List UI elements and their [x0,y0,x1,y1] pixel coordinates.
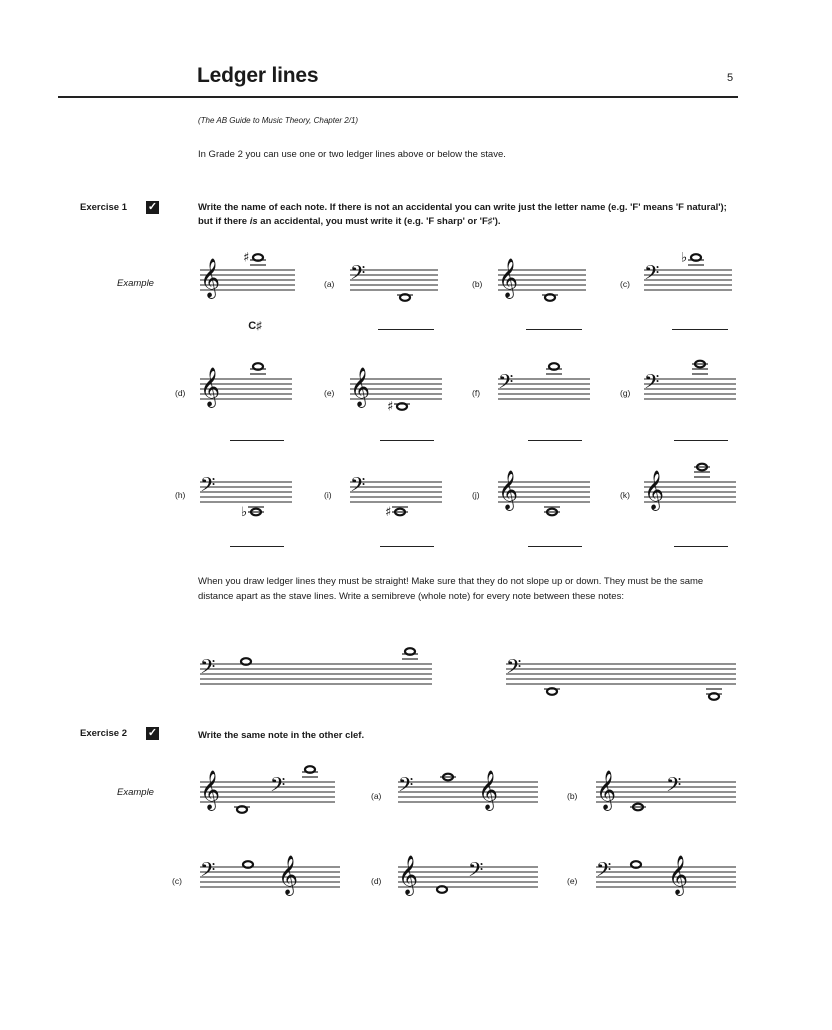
item-label: (b) [567,791,578,801]
page-number: 5 [727,72,734,84]
treble-clef-icon: 𝄞 [644,470,665,510]
exercise-1-stave [195,444,297,534]
semibreve-note [549,363,559,370]
semibreve-note [691,254,701,261]
exercise-2-stave [393,829,543,919]
treble-clef-icon: 𝄞 [200,258,221,298]
treble-clef-icon: 𝄞 [200,367,221,407]
exercise-2-stave [393,744,543,834]
answer-line[interactable] [230,546,284,547]
item-label: (f) [472,388,481,398]
flat-icon: ♭ [241,505,248,520]
treble-clef-icon: 𝄞 [478,770,499,810]
bass-clef-icon: 𝄢 [498,370,514,398]
treble-clef-icon: 𝄞 [596,770,617,810]
bass-clef-icon: 𝄢 [506,655,522,683]
example-stave [195,232,300,322]
bass-clef-icon: 𝄢 [666,773,682,801]
answer-line[interactable] [528,546,582,547]
exercise-1-stave [345,232,443,322]
checkbox-icon[interactable]: ✓ [147,201,158,213]
item-label: (e) [324,388,335,398]
item-label: (g) [620,388,631,398]
exercise-2-stave [591,829,741,919]
exercise-1-stave [639,444,741,534]
semibreve-stave-2 [501,626,741,716]
bass-clef-icon: 𝄢 [644,261,660,289]
page-title: Ledger lines [197,64,319,87]
exercise-1-stave [639,341,741,431]
semibreve-note [253,254,263,261]
exercise-1-stave [345,444,447,534]
ledger-lines-paragraph: When you draw ledger lines they must be straight! Make sure that they do not slope up or down. They must be the same distance apart as the stave lines. Write a semibreve (whole note) for every note between these notes: [198,576,704,602]
flat-icon: ♭ [681,250,688,266]
answer-line[interactable] [674,546,728,547]
semibreve-note [405,648,415,655]
exercise-1-label: Exercise 1 [80,202,128,213]
exercise-1-stave [195,341,297,431]
answer-line[interactable] [378,329,434,330]
exercise-1-stave [639,232,737,322]
item-label: (a) [371,791,382,801]
semibreve-note [237,806,247,813]
semibreve-note [400,294,410,301]
bass-clef-icon: 𝄢 [596,858,612,886]
semibreve-stave-1 [195,626,437,716]
item-label: (d) [175,388,186,398]
exercise-1-instruction: Write the name of each note. If there is not an accidental you can write just the letter name (e.g. 'F' means 'F natural'); but if there is an accidental, you must write it (e.g. 'F sharp' or 'F♯'). [198,202,727,227]
treble-clef-icon: 𝄞 [498,470,519,510]
bass-clef-icon: 𝄢 [644,370,660,398]
semibreve-note [241,658,251,665]
answer-line[interactable] [528,440,582,441]
checkbox-icon[interactable]: ✓ [147,727,158,739]
item-label: (h) [175,490,186,500]
bass-clef-icon: 𝄢 [200,655,216,683]
answer-line[interactable] [380,546,434,547]
example-answer: C♯ [248,320,262,332]
semibreve-note [547,688,557,695]
example-label: Example [117,278,154,289]
treble-clef-icon: 𝄞 [498,258,519,298]
exercise-1-stave [493,341,595,431]
exercise-2-stave [591,744,741,834]
semibreve-note [397,403,407,410]
exercise-1-stave [345,341,447,431]
bass-clef-icon: 𝄢 [398,773,414,801]
exercise-1-stave [493,232,591,322]
item-label: (c) [620,279,630,289]
exercise-2-stave [195,829,345,919]
treble-clef-icon: 𝄞 [668,855,689,895]
bass-clef-icon: 𝄢 [270,773,286,801]
answer-line[interactable] [674,440,728,441]
sharp-icon: ♯ [243,250,250,266]
treble-clef-icon: 𝄞 [350,367,371,407]
item-label: (i) [324,490,332,500]
answer-line[interactable] [230,440,284,441]
semibreve-note [631,861,641,868]
semibreve-note [437,886,447,893]
answer-line[interactable] [526,329,582,330]
bass-clef-icon: 𝄢 [200,473,216,501]
item-label: (e) [567,876,578,886]
answer-line[interactable] [380,440,434,441]
exercise-2-label: Exercise 2 [80,728,128,739]
example-label-2: Example [117,787,154,798]
item-label: (b) [472,279,483,289]
bass-clef-icon: 𝄢 [350,261,366,289]
semibreve-note [545,294,555,301]
item-label: (a) [324,279,335,289]
exercise-2-instruction: Write the same note in the other clef. [198,730,365,741]
answer-line[interactable] [672,329,728,330]
example-stave-2 [195,744,340,834]
treble-clef-icon: 𝄞 [398,855,419,895]
bass-clef-icon: 𝄢 [200,858,216,886]
book-reference: (The AB Guide to Music Theory, Chapter 2/1) [198,116,359,125]
exercise-1-stave [493,444,595,534]
sharp-icon: ♯ [385,505,392,520]
intro-text: In Grade 2 you can use one or two ledger lines above or below the stave. [198,149,506,160]
semibreve-note [243,861,253,868]
header-rule [58,96,738,98]
sharp-icon: ♯ [387,399,394,415]
item-label: (c) [172,876,182,886]
item-label: (j) [472,490,480,500]
bass-clef-icon: 𝄢 [468,858,484,886]
semibreve-note [709,693,719,700]
semibreve-note [253,363,263,370]
semibreve-note [305,766,315,773]
bass-clef-icon: 𝄢 [350,473,366,501]
treble-clef-icon: 𝄞 [200,770,221,810]
treble-clef-icon: 𝄞 [278,855,299,895]
item-label: (k) [620,490,630,500]
item-label: (d) [371,876,382,886]
